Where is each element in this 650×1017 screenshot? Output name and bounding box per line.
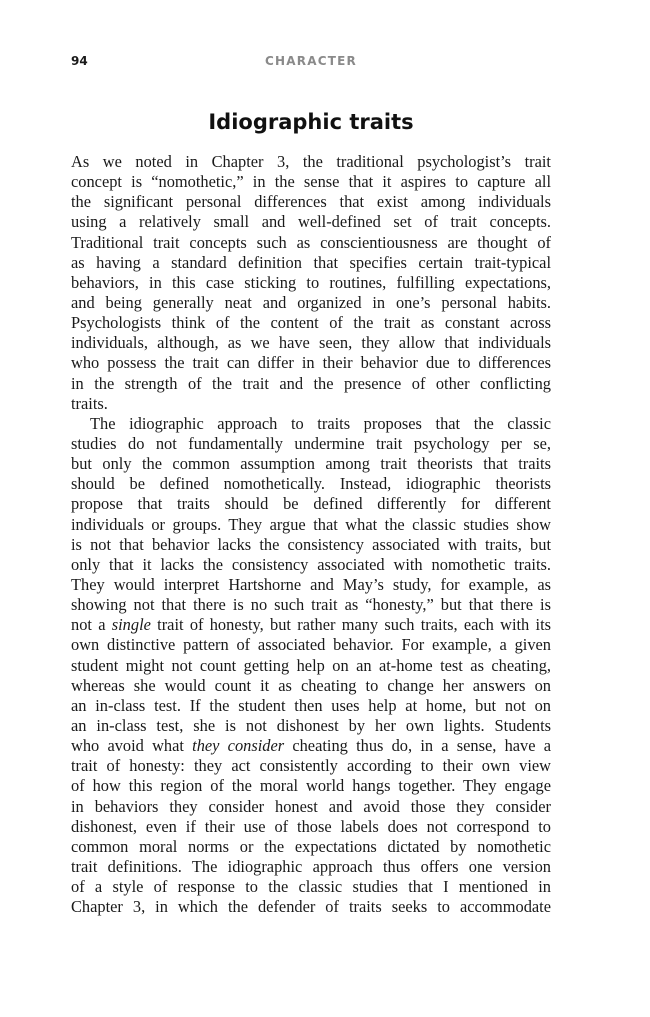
text-line	[71, 353, 551, 373]
text-run: individuals, although, as we have seen, they allow that individuals	[71, 333, 551, 353]
text-run: only that it lacks the consistency associated with nomothetic traits.	[71, 554, 551, 574]
text-run: The idiographic approach to traits proposes that the classic	[90, 413, 551, 433]
text-line	[71, 172, 551, 192]
text-line	[71, 797, 551, 817]
text-line	[71, 776, 551, 796]
text-line	[71, 575, 551, 595]
text-run: They would interpret Hartshorne and May’s study, for example, as	[71, 574, 551, 594]
text-line	[71, 817, 551, 837]
text-line	[71, 212, 551, 232]
text-run: the significant personal differences that exist among individuals	[71, 192, 551, 212]
paragraph-1	[71, 152, 551, 414]
text-line	[71, 192, 551, 212]
text-run: traits.	[71, 393, 108, 413]
text-line	[71, 635, 551, 655]
text-run: of how this region of the moral world hangs together. They engage	[71, 776, 551, 796]
text-run: trait of honesty: they act consistently according to their own view	[71, 756, 551, 776]
text-run: behaviors, in this case sticking to routines, fulfilling expectations,	[71, 272, 551, 292]
text-run: in behaviors they consider honest and avoid those they consider	[71, 796, 551, 816]
text-line	[71, 877, 551, 897]
text-run: using a relatively small and well-defined set of trait concepts.	[71, 212, 551, 232]
text-run: an in-class test, she is not dishonest by her own lights. Students	[71, 715, 551, 735]
text-line	[71, 313, 551, 333]
text-run: but only the common assumption among trait theorists that traits	[71, 454, 551, 474]
text-line	[71, 595, 551, 615]
text-line	[71, 414, 551, 434]
text-run: an in-class test. If the student then uses help at home, but not on	[71, 695, 551, 715]
text-run: Chapter 3, in which the defender of traits seeks to accommodate	[71, 897, 551, 917]
text-run: and being generally neat and organized in one’s personal habits.	[71, 292, 551, 312]
text-line	[71, 837, 551, 857]
text-line	[71, 756, 551, 776]
text-line	[71, 273, 551, 293]
text-line	[71, 394, 551, 414]
text-line	[71, 152, 551, 172]
text-line	[71, 535, 551, 555]
paragraph-2	[71, 414, 551, 918]
text-line	[71, 374, 551, 394]
page-number: 94	[71, 54, 88, 68]
section-heading: Idiographic traits	[208, 110, 414, 134]
text-line	[71, 676, 551, 696]
text-line	[71, 434, 551, 454]
text-run: propose that traits should be defined differently for different	[71, 494, 551, 514]
text-run: who possess the trait can differ in their behavior due to differences	[71, 353, 551, 373]
emphasis-they-consider: they consider	[192, 736, 285, 756]
text-run: in the strength of the trait and the presence of other conflicting	[71, 373, 551, 393]
text-run: concept is “nomothetic,” in the sense that it aspires to capture all	[71, 172, 551, 192]
text-line	[71, 233, 551, 253]
text-line	[71, 857, 551, 877]
text-line	[71, 897, 551, 917]
emphasis-single: single	[111, 615, 151, 635]
text-run: own distinctive pattern of associated behavior. For example, a given	[71, 635, 551, 655]
text-run: trait of honesty, but rather many such traits, each with its	[150, 615, 551, 635]
text-line	[71, 454, 551, 474]
running-head	[71, 54, 551, 72]
text-run: is not that behavior lacks the consistency associated with traits, but	[71, 534, 551, 554]
text-line	[71, 656, 551, 676]
body-text	[71, 152, 551, 917]
text-run: whereas she would count it as cheating to change her answers on	[71, 675, 551, 695]
text-line	[71, 293, 551, 313]
text-run: student might not count getting help on an at-home test as cheating,	[71, 655, 551, 675]
text-run: individuals or groups. They argue that what the classic studies show	[71, 514, 551, 534]
text-line	[71, 716, 551, 736]
text-line	[71, 494, 551, 514]
text-line	[71, 253, 551, 273]
text-run: dishonest, even if their use of those labels does not correspond to	[71, 816, 551, 836]
text-run: cheating thus do, in a sense, have a	[284, 736, 552, 756]
text-line	[71, 615, 551, 635]
text-line	[71, 474, 551, 494]
text-line	[71, 515, 551, 535]
text-run: studies do not fundamentally undermine trait psychology per se,	[71, 433, 551, 453]
text-run: Traditional trait concepts such as conscientiousness are thought of	[71, 232, 551, 252]
text-run: of a style of response to the classic studies that I mentioned in	[71, 877, 551, 897]
text-run: common moral norms or the expectations dictated by nomothetic	[71, 836, 551, 856]
running-title: CHARACTER	[265, 54, 357, 68]
text-run: should be defined nomothetically. Instead, idiographic theorists	[71, 474, 551, 494]
text-line	[71, 736, 551, 756]
text-run: trait definitions. The idiographic approach thus offers one version	[71, 856, 551, 876]
text-run: As we noted in Chapter 3, the traditional psychologist’s trait	[71, 152, 551, 171]
text-run: showing not that there is no such trait as “honesty,” but that there is	[71, 595, 551, 615]
text-run: as having a standard definition that specifies certain trait-typical	[71, 252, 551, 272]
text-run: who avoid what	[71, 736, 193, 756]
text-line	[71, 555, 551, 575]
text-line	[71, 333, 551, 353]
text-line	[71, 696, 551, 716]
text-run: not a	[71, 615, 112, 635]
text-run: Psychologists think of the content of the trait as constant across	[71, 313, 551, 333]
